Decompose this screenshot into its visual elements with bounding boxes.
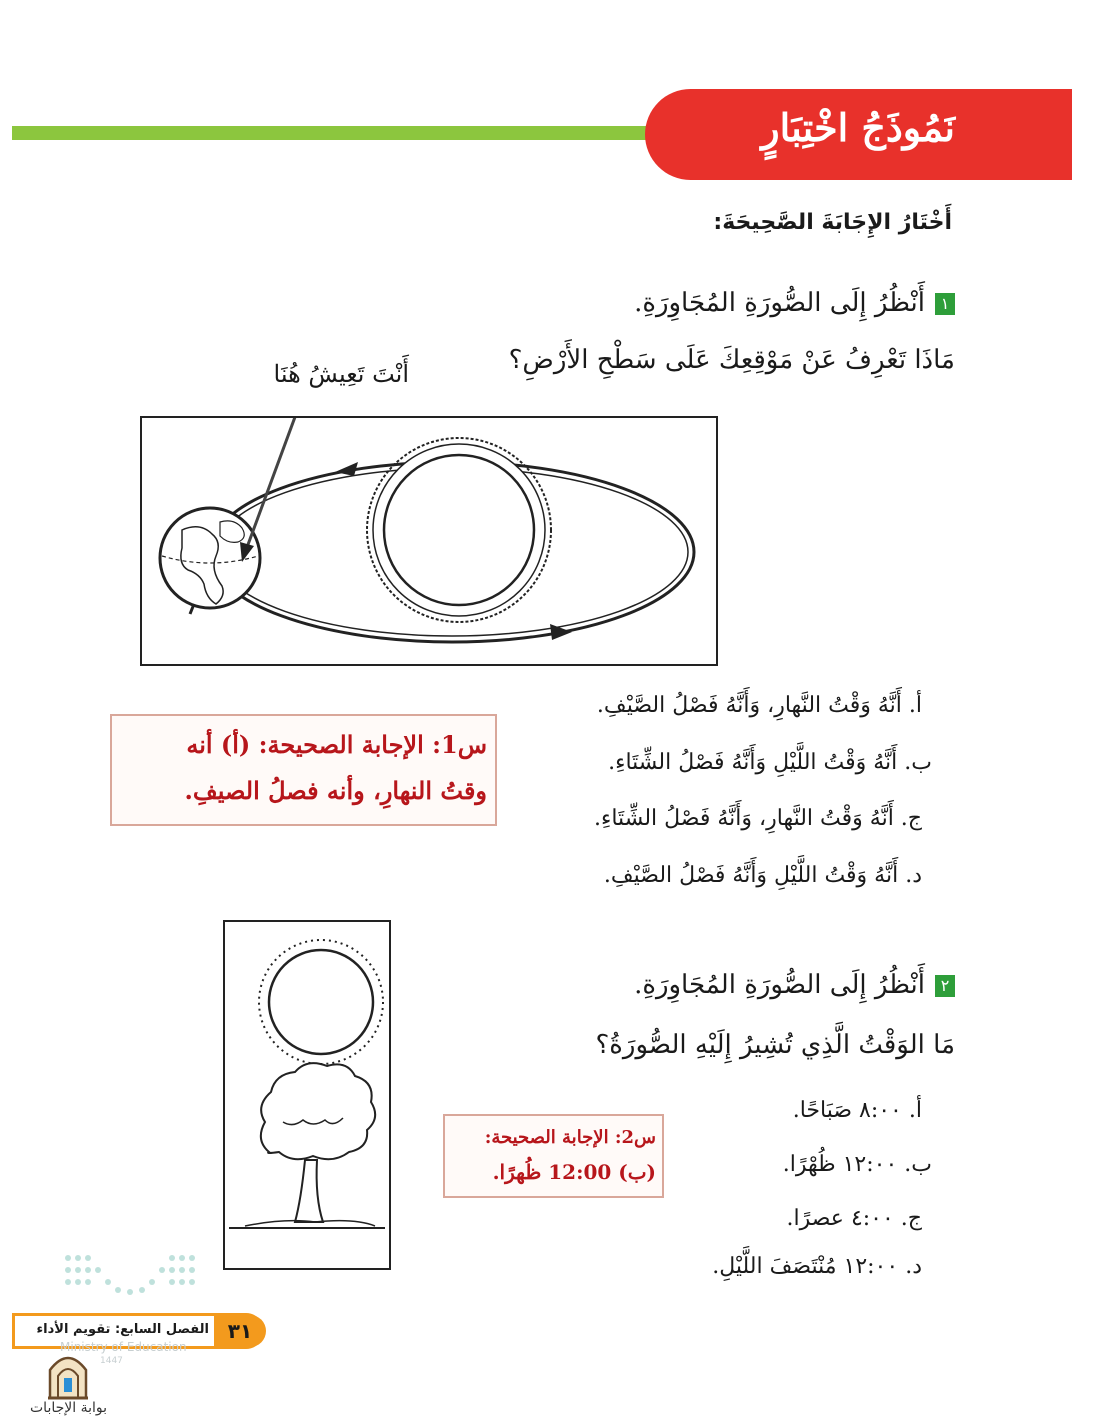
earth-orbit-drawing <box>142 418 716 664</box>
question-1-option-c[interactable]: ج. أَنَّهُ وَقْتُ النَّهارِ، وَأَنَّهُ فَصْلُ الشِّتَاءِ. <box>594 806 922 831</box>
sun-disc <box>384 455 534 605</box>
question-2-option-a[interactable]: أ. ٨:٠٠ صَبَاحًا. <box>792 1098 922 1123</box>
header-green-bar <box>12 126 662 140</box>
question-2-prompt-text: أَنْظُرُ إِلَى الصُّورَةِ المُجَاوِرَةِ. <box>634 970 925 1000</box>
figure-1-label: أَنْتَ تَعِيشُ هُنَا <box>273 360 409 388</box>
sun-small-disc <box>269 950 373 1054</box>
page-title: نَمُوذَجُ اخْتِبَارٍ <box>761 105 955 150</box>
figure-sun-tree <box>223 920 391 1270</box>
page-number: ٣١ <box>214 1315 266 1347</box>
question-1-text: مَاذَا تَعْرِفُ عَنْ مَوْقِعِكَ عَلَى سَطْحِ الأَرْضِ؟ <box>508 345 955 375</box>
watermark-year: 1447 <box>100 1356 123 1366</box>
question-1-prompt <box>634 288 955 318</box>
answers-portal-logo-icon <box>46 1352 90 1400</box>
question-2-prompt <box>634 970 955 1000</box>
question-2-option-c[interactable]: ج. ٤:٠٠ عصرًا. <box>786 1206 922 1231</box>
answers-portal-logo-text: بوابة الإجابات <box>30 1400 108 1416</box>
question-2-number: ٢ <box>935 975 955 997</box>
ministry-dots-logo <box>62 1252 198 1296</box>
question-2-option-d[interactable]: د. ١٢:٠٠ مُنْتَصَفَ اللَّيْلِ. <box>712 1254 922 1279</box>
footer-chapter-title: الفصل السابع: تقويم الأداء <box>36 1322 209 1337</box>
instruction-text: أَخْتَارُ الإِجَابَةَ الصَّحِيحَةَ: <box>713 210 952 235</box>
question-1-number: ١ <box>935 293 955 315</box>
question-2-text: مَا الوَقْتُ الَّذِي تُشِيرُ إِلَيْهِ الصُّورَةُ؟ <box>595 1030 955 1060</box>
answer-box-2 <box>443 1114 664 1198</box>
answer-box-1 <box>110 714 497 826</box>
tree-crown <box>261 1063 375 1159</box>
question-1-option-a[interactable]: أ. أَنَّهُ وَقْتُ النَّهارِ، وَأَنَّهُ فَصْلُ الصَّيْفِ. <box>596 693 922 718</box>
figure-earth-orbit <box>140 416 718 666</box>
answer-1-line-2: وقتُ النهارِ، وأنه فصلُ الصيفِ. <box>184 776 487 805</box>
question-1-prompt-text: أَنْظُرُ إِلَى الصُّورَةِ المُجَاوِرَةِ. <box>634 288 925 318</box>
watermark-ministry: Ministry of Education <box>60 1340 187 1354</box>
question-1-option-d[interactable]: د. أَنَّهُ وَقْتُ اللَّيْلِ وَأَنَّهُ فَصْلُ الصَّيْفِ. <box>603 863 922 888</box>
sun-tree-drawing <box>225 922 389 1268</box>
answer-1-line-1: س1: الإجابة الصحيحة: (أ) أنه <box>186 730 487 759</box>
question-1-option-b[interactable]: ب. أَنَّهُ وَقْتُ اللَّيْلِ وَأَنَّهُ فَصْلُ الشِّتَاءِ. <box>608 750 932 775</box>
tree-trunk <box>295 1160 323 1222</box>
question-2-option-b[interactable]: ب. ١٢:٠٠ ظُهْرًا. <box>782 1152 932 1177</box>
answer-2-line-1: س2: الإجابة الصحيحة: <box>484 1127 656 1148</box>
answer-2-line-2: (ب) 12:00 ظُهرًا. <box>492 1160 656 1184</box>
